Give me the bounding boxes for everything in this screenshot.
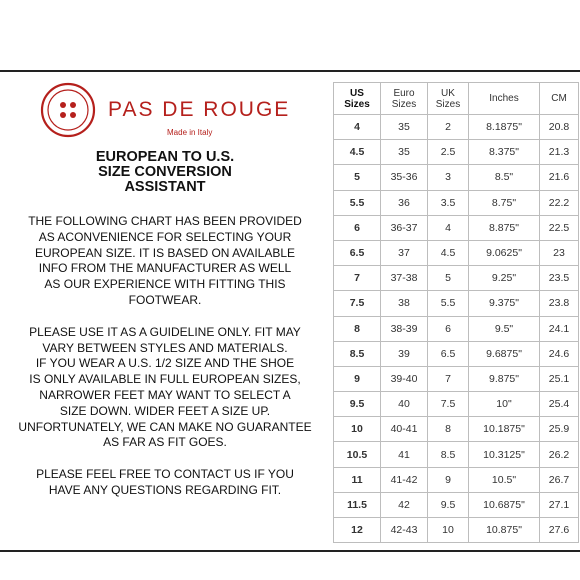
table-cell: 10 (428, 518, 469, 543)
table-cell: 39 (381, 341, 428, 366)
table-cell: 9 (428, 467, 469, 492)
column-header-label: Inches (489, 93, 519, 104)
table-cell: 5 (428, 266, 469, 291)
table-cell: 8.75" (469, 190, 540, 215)
brand-tagline: Made in Italy (167, 128, 213, 137)
paragraph-line: AS OUR EXPERIENCE WITH FITTING THIS (44, 277, 286, 292)
table-row (334, 366, 579, 391)
table-cell: 10.1875" (469, 417, 540, 442)
table-cell: 8.5 (428, 442, 469, 467)
table-cell: 11.5 (334, 492, 381, 517)
paragraph-line: INFO FROM THE MANUFACTURER AS WELL (38, 261, 292, 276)
table-cell: 4.5 (334, 140, 381, 165)
page-heading (40, 150, 290, 195)
paragraph-gap (8, 451, 322, 467)
table-cell: 42-43 (381, 518, 428, 543)
table-cell: 7 (334, 266, 381, 291)
table-cell: 35 (381, 115, 428, 140)
table-row (334, 291, 579, 316)
table-cell: 9.0625" (469, 240, 540, 265)
table-row (334, 341, 579, 366)
table-cell: 9.5 (334, 392, 381, 417)
paragraph-line: NARROWER FEET MAY WANT TO SELECT A (39, 387, 291, 402)
table-row (334, 518, 579, 543)
table-cell: 10.5 (334, 442, 381, 467)
table-cell: 3 (428, 165, 469, 190)
table-cell: 26.2 (540, 442, 579, 467)
table-cell: 24.1 (540, 316, 579, 341)
column-header-label: US (350, 87, 364, 99)
table-cell: 21.3 (540, 140, 579, 165)
table-row (334, 215, 579, 240)
brand-name: PAS DE ROUGE (108, 98, 291, 121)
table-cell: 9.25" (469, 266, 540, 291)
table-cell: 8 (428, 417, 469, 442)
table-cell: 23.8 (540, 291, 579, 316)
table-cell: 10.6875" (469, 492, 540, 517)
table-cell: 8 (334, 316, 381, 341)
column-header (540, 83, 579, 115)
table-cell: 10 (334, 417, 381, 442)
column-header-label: Sizes (435, 98, 461, 110)
table-cell: 10.875" (469, 518, 540, 543)
table-cell: 23.5 (540, 266, 579, 291)
table-cell: 36 (381, 190, 428, 215)
table-cell: 3.5 (428, 190, 469, 215)
size-conversion-table (333, 82, 579, 543)
table-cell: 36-37 (381, 215, 428, 240)
table-cell: 23 (540, 240, 579, 265)
table-cell: 6.5 (428, 341, 469, 366)
table-cell: 24.6 (540, 341, 579, 366)
table-cell: 25.4 (540, 392, 579, 417)
table-cell: 7.5 (428, 392, 469, 417)
paragraph-line: AS FAR AS FIT GOES. (103, 435, 227, 450)
table-cell: 41 (381, 442, 428, 467)
table-cell: 5.5 (334, 190, 381, 215)
table-row (334, 190, 579, 215)
paragraph-line: IF YOU WEAR A U.S. 1/2 SIZE AND THE SHOE (35, 356, 295, 371)
table-cell: 40 (381, 392, 428, 417)
table-cell: 7.5 (334, 291, 381, 316)
table-cell: 42 (381, 492, 428, 517)
table-cell: 11 (334, 467, 381, 492)
table-cell: 6.5 (334, 240, 381, 265)
table-cell: 25.1 (540, 366, 579, 391)
table-cell: 20.8 (540, 115, 579, 140)
paragraph-line: PLEASE USE IT AS A GUIDELINE ONLY. FIT MAY (29, 324, 301, 339)
table-row (334, 442, 579, 467)
table-cell: 37-38 (381, 266, 428, 291)
table-row (334, 392, 579, 417)
table-cell: 10" (469, 392, 540, 417)
heading-line: EUROPEAN TO U.S. (95, 149, 235, 165)
table-cell: 8.875" (469, 215, 540, 240)
table-cell: 37 (381, 240, 428, 265)
table-cell: 26.7 (540, 467, 579, 492)
table-row (334, 316, 579, 341)
paragraph-line: SIZE DOWN. WIDER FEET A SIZE UP. (59, 403, 271, 418)
column-header-label: Sizes (344, 98, 370, 110)
paragraph-line: THE FOLLOWING CHART HAS BEEN PROVIDED (28, 214, 302, 228)
table-cell: 7 (428, 366, 469, 391)
table-cell: 35 (381, 140, 428, 165)
table-row (334, 115, 579, 140)
paragraph-line: VARY BETWEEN STYLES AND MATERIALS. (42, 340, 288, 355)
table-cell: 4 (334, 115, 381, 140)
paragraph-gap (8, 309, 322, 325)
column-header-label: Sizes (391, 98, 417, 110)
table-cell: 8.375" (469, 140, 540, 165)
column-header-label: CM (551, 93, 567, 104)
table-cell: 10.5" (469, 467, 540, 492)
table-cell: 2.5 (428, 140, 469, 165)
table-cell: 39-40 (381, 366, 428, 391)
table-cell: 21.6 (540, 165, 579, 190)
paragraph-line: UNFORTUNATELY, WE CAN MAKE NO GUARANTEE (18, 419, 312, 434)
table-row (334, 240, 579, 265)
table-cell: 27.6 (540, 518, 579, 543)
paragraph-line: AS ACONVENIENCE FOR SELECTING YOUR (38, 229, 292, 244)
disclaimer-text (8, 214, 322, 499)
table-cell: 6 (428, 316, 469, 341)
table-cell: 5.5 (428, 291, 469, 316)
table-cell: 9.5" (469, 316, 540, 341)
table-row (334, 467, 579, 492)
table-cell: 22.5 (540, 215, 579, 240)
table-cell: 9.5 (428, 492, 469, 517)
table-cell: 22.2 (540, 190, 579, 215)
table-cell: 9.6875" (469, 341, 540, 366)
table-row (334, 165, 579, 190)
table-cell: 4.5 (428, 240, 469, 265)
table-cell: 40-41 (381, 417, 428, 442)
table-cell: 6 (334, 215, 381, 240)
table-cell: 8.1875" (469, 115, 540, 140)
paragraph-line: FOOTWEAR. (128, 292, 202, 307)
table-cell: 38-39 (381, 316, 428, 341)
table-cell: 41-42 (381, 467, 428, 492)
column-header-label: UK (441, 87, 455, 99)
column-header-label: Euro (393, 87, 415, 99)
paragraph-line: HAVE ANY QUESTIONS REGARDING FIT. (48, 482, 282, 497)
table-cell: 2 (428, 115, 469, 140)
table-cell: 8.5" (469, 165, 540, 190)
table-row (334, 266, 579, 291)
table-cell: 35-36 (381, 165, 428, 190)
column-header (469, 83, 540, 115)
table-cell: 27.1 (540, 492, 579, 517)
column-header (428, 83, 469, 115)
heading-line: SIZE CONVERSION (98, 164, 232, 180)
paragraph-line: EUROPEAN SIZE. IT IS BASED ON AVAILABLE (34, 245, 296, 260)
table-cell: 25.9 (540, 417, 579, 442)
paragraph-line: IS ONLY AVAILABLE IN FULL EUROPEAN SIZES, (29, 372, 301, 387)
table-cell: 10.3125" (469, 442, 540, 467)
heading-line: ASSISTANT (124, 179, 206, 195)
table-row (334, 140, 579, 165)
table-cell: 9 (334, 366, 381, 391)
table-cell: 8.5 (334, 341, 381, 366)
table-row (334, 492, 579, 517)
table-row (334, 417, 579, 442)
table-cell: 38 (381, 291, 428, 316)
column-header (334, 83, 381, 115)
table-cell: 12 (334, 518, 381, 543)
table-cell: 9.375" (469, 291, 540, 316)
table-cell: 9.875" (469, 366, 540, 391)
button-logo-icon (40, 82, 96, 138)
table-cell: 5 (334, 165, 381, 190)
table-cell: 4 (428, 215, 469, 240)
paragraph-line: PLEASE FEEL FREE TO CONTACT US IF YOU (36, 467, 294, 482)
column-header (381, 83, 428, 115)
